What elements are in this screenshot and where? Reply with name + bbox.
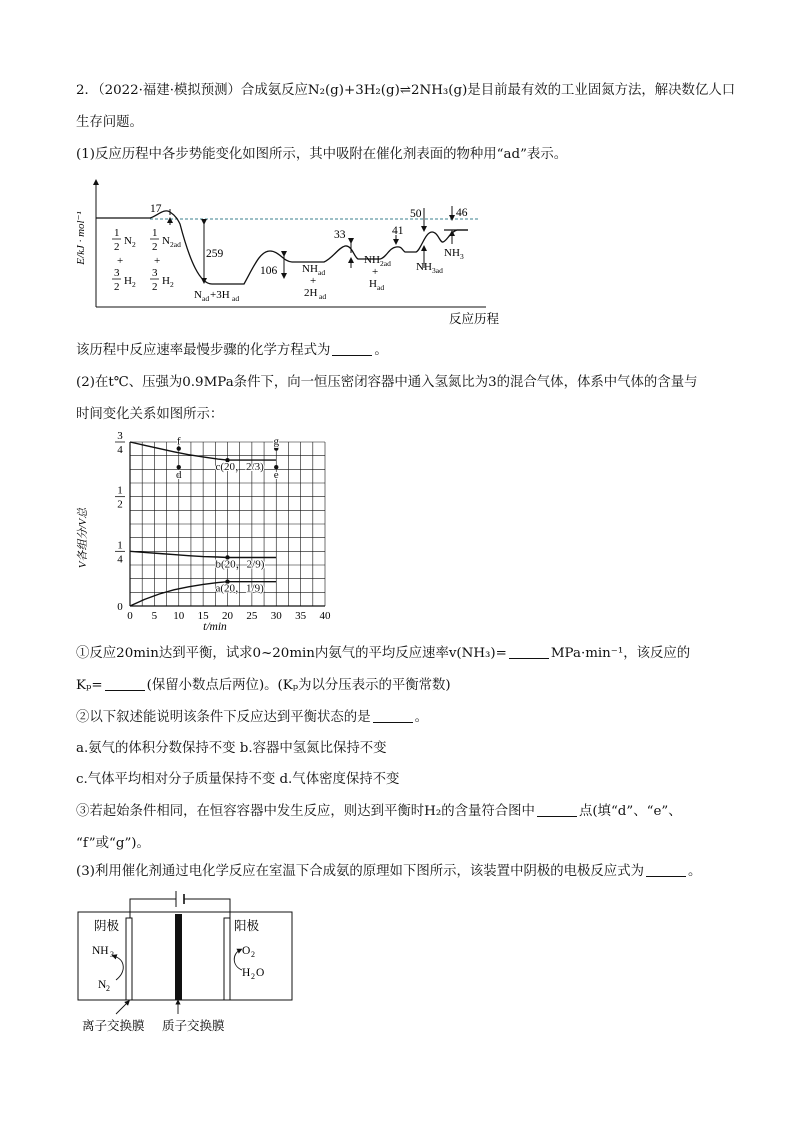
- svg-text:V各组分/V总: V各组分/V总: [77, 507, 89, 569]
- svg-text:2H: 2H: [304, 287, 318, 299]
- energy-ylabel: E/kJ · mol⁻¹: [75, 211, 87, 265]
- svg-text:NH: NH: [302, 263, 318, 275]
- point-label-a: a(20，1/9): [215, 582, 264, 595]
- svg-text:H: H: [124, 275, 132, 287]
- y-tick-numerator: 1: [117, 484, 123, 497]
- h2o-label: H: [242, 967, 251, 979]
- svg-text:1: 1: [114, 227, 120, 239]
- svg-text:2: 2: [152, 241, 158, 253]
- species-initial: [112, 227, 136, 293]
- svg-text:2: 2: [114, 281, 120, 293]
- electrolysis-cell: [74, 884, 374, 1039]
- h2o-sub: 2: [251, 972, 255, 981]
- sub-question-1a: ①反应20min达到平衡，试求0~20min内氨气的平均反应速率v(NH₃)= MPa·min⁻¹，该反应的: [76, 646, 691, 661]
- x-tick-label: 25: [246, 610, 258, 622]
- x-tick-label: 0: [127, 610, 133, 622]
- y-tick-numerator: 3: [117, 430, 123, 442]
- point-label-g: g: [273, 435, 279, 448]
- cathode-reaction-arrow: [114, 956, 123, 980]
- time-chart: [70, 430, 331, 635]
- svg-text:+: +: [372, 266, 379, 278]
- svg-text:2ad: 2ad: [380, 259, 391, 268]
- svg-text:2: 2: [132, 240, 136, 249]
- point-label-b: b(20，2/9): [215, 558, 265, 571]
- pointer-ion-membrane: [116, 1002, 128, 1014]
- svg-text:NH: NH: [416, 261, 432, 273]
- part2-intro-a: (2)在t℃、压强为0.9MPa条件下，向一恒压密闭容器中通入氢氮比为3的混合气体，体系中气体的含量与: [76, 375, 698, 390]
- ion-membrane-label: 离子交换膜: [82, 1019, 145, 1033]
- nh3-sub: 3: [110, 950, 114, 959]
- svg-text:N: N: [162, 235, 170, 247]
- svg-text:ad: ad: [232, 294, 240, 303]
- x-tick-label: 15: [197, 610, 209, 622]
- y-tick-denominator: 4: [117, 553, 123, 566]
- svg-text:N: N: [124, 235, 132, 247]
- sub-question-1b: Kₚ= (保留小数点后两位)。(Kₚ为以分压表示的平衡常数): [76, 678, 451, 693]
- anode-reaction-arrow: [234, 950, 242, 970]
- circuit-wire-right: [184, 899, 230, 920]
- svg-text:2: 2: [152, 281, 158, 293]
- proton-membrane: [175, 914, 182, 1000]
- part3-intro: (3)利用催化剂通过电化学反应在室温下合成氨的原理如下图所示，该装置中阴极的电极反应式为 。: [76, 864, 702, 879]
- answer-blank-5[interactable]: [537, 804, 577, 817]
- y-tick-denominator: 4: [117, 444, 123, 456]
- sub-question-2: ②以下叙述能说明该条件下反应达到平衡状态的是 。: [76, 710, 428, 725]
- nh3-label: NH: [92, 945, 109, 957]
- svg-text:ad: ad: [318, 268, 326, 277]
- svg-text:+3H: +3H: [210, 289, 230, 301]
- x-tick-label: 10: [173, 610, 185, 622]
- value-50: 50: [410, 208, 422, 220]
- species-n2ad: [150, 227, 181, 293]
- y-tick-denominator: 2: [117, 498, 123, 511]
- svg-text:H: H: [162, 275, 170, 287]
- y-tick-label: 0: [117, 601, 123, 613]
- option-a-b: a.氨气的体积分数保持不变 b.容器中氢氮比保持不变: [76, 741, 387, 756]
- svg-text:2: 2: [114, 241, 120, 253]
- cathode-label: 阴极: [94, 919, 120, 933]
- svg-text:+: +: [117, 255, 124, 267]
- answer-blank-3[interactable]: [105, 678, 145, 691]
- answer-blank-1[interactable]: [332, 343, 372, 356]
- anode-electrode: [224, 918, 230, 1000]
- part2-intro-b: 时间变化关系如图所示：: [76, 407, 224, 422]
- value-106: 106: [260, 265, 278, 277]
- problem-line-1: 2．（2022·福建·模拟预测）合成氨反应N₂(g)+3H₂(g)⇌2NH₃(g)是目前最有效的工业固氮方法，解决数亿人口: [76, 83, 736, 98]
- species-nad-3had: [194, 289, 239, 303]
- svg-text:3ad: 3ad: [432, 266, 443, 275]
- value-259: 259: [206, 248, 224, 260]
- value-33: 33: [334, 229, 346, 241]
- svg-text:2: 2: [170, 280, 174, 289]
- svg-text:1: 1: [152, 227, 158, 239]
- y-tick-numerator: 1: [117, 539, 123, 552]
- proton-membrane-label: 质子交换膜: [162, 1019, 225, 1033]
- species-nhad-2had: [302, 263, 326, 301]
- svg-text:+: +: [154, 255, 161, 267]
- sub-question-3b: “f”或“g”)。: [76, 836, 150, 851]
- svg-text:ad: ad: [319, 292, 327, 301]
- value-41: 41: [392, 225, 404, 237]
- answer-blank-4[interactable]: [373, 710, 413, 723]
- species-nh3ad: [416, 261, 443, 275]
- sub-question-3a: ③若起始条件相同，在恒容容器中发生反应，则达到平衡时H₂的含量符合图中 点(填“d”、“e”、: [76, 804, 682, 819]
- question-1: 该历程中反应速率最慢步骤的化学方程式为 。: [76, 343, 388, 358]
- answer-blank-6[interactable]: [646, 864, 686, 877]
- species-nh2ad-had: [364, 254, 391, 292]
- point-label-d: d: [176, 469, 182, 482]
- svg-text:H: H: [369, 278, 377, 290]
- species-nh3: [444, 247, 464, 261]
- circuit-wire-left: [130, 899, 176, 920]
- point-label-c: c(20，2/3): [215, 461, 264, 474]
- svg-text:3: 3: [152, 267, 158, 279]
- svg-text:+: +: [310, 275, 317, 287]
- x-tick-label: 5: [151, 610, 158, 622]
- h2o-o: O: [256, 967, 265, 979]
- value-17: 17: [150, 203, 162, 215]
- svg-text:3: 3: [114, 267, 120, 279]
- svg-text:N: N: [194, 289, 202, 301]
- x-tick-label: 20: [222, 610, 233, 622]
- svg-text:3: 3: [460, 252, 464, 261]
- o2-sub: 2: [251, 950, 255, 959]
- part1-intro: (1)反应历程中各步势能变化如图所示，其中吸附在催化剂表面的物种用“ad”表示。: [76, 147, 568, 162]
- n2-sub: 2: [106, 984, 110, 993]
- anode-label: 阳极: [234, 919, 260, 933]
- svg-text:ad: ad: [202, 294, 210, 303]
- x-tick-label: 40: [319, 610, 331, 622]
- point-label-e: e: [273, 469, 279, 482]
- option-c-d: c.气体平均相对分子质量保持不变 d.气体密度保持不变: [76, 772, 400, 787]
- chart-xlabel: t/min: [203, 621, 227, 633]
- svg-text:ad: ad: [377, 283, 385, 292]
- energy-diagram: [66, 172, 516, 332]
- energy-xlabel: 反应历程: [448, 312, 500, 326]
- svg-text:2: 2: [132, 280, 136, 289]
- svg-text:NH: NH: [364, 254, 380, 266]
- value-46: 46: [456, 207, 468, 219]
- o2-label: O: [242, 945, 251, 957]
- cathode-electrode: [126, 918, 132, 1000]
- point-label-f: f: [176, 435, 181, 448]
- chart-ylabel: [76, 507, 89, 568]
- x-tick-label: 35: [295, 610, 307, 622]
- answer-blank-2[interactable]: [509, 646, 549, 659]
- x-tick-label: 30: [270, 610, 282, 622]
- svg-text:2ad: 2ad: [170, 240, 181, 249]
- svg-text:NH: NH: [444, 247, 460, 259]
- n2-label: N: [98, 979, 107, 991]
- problem-line-2: 生存问题。: [76, 115, 143, 130]
